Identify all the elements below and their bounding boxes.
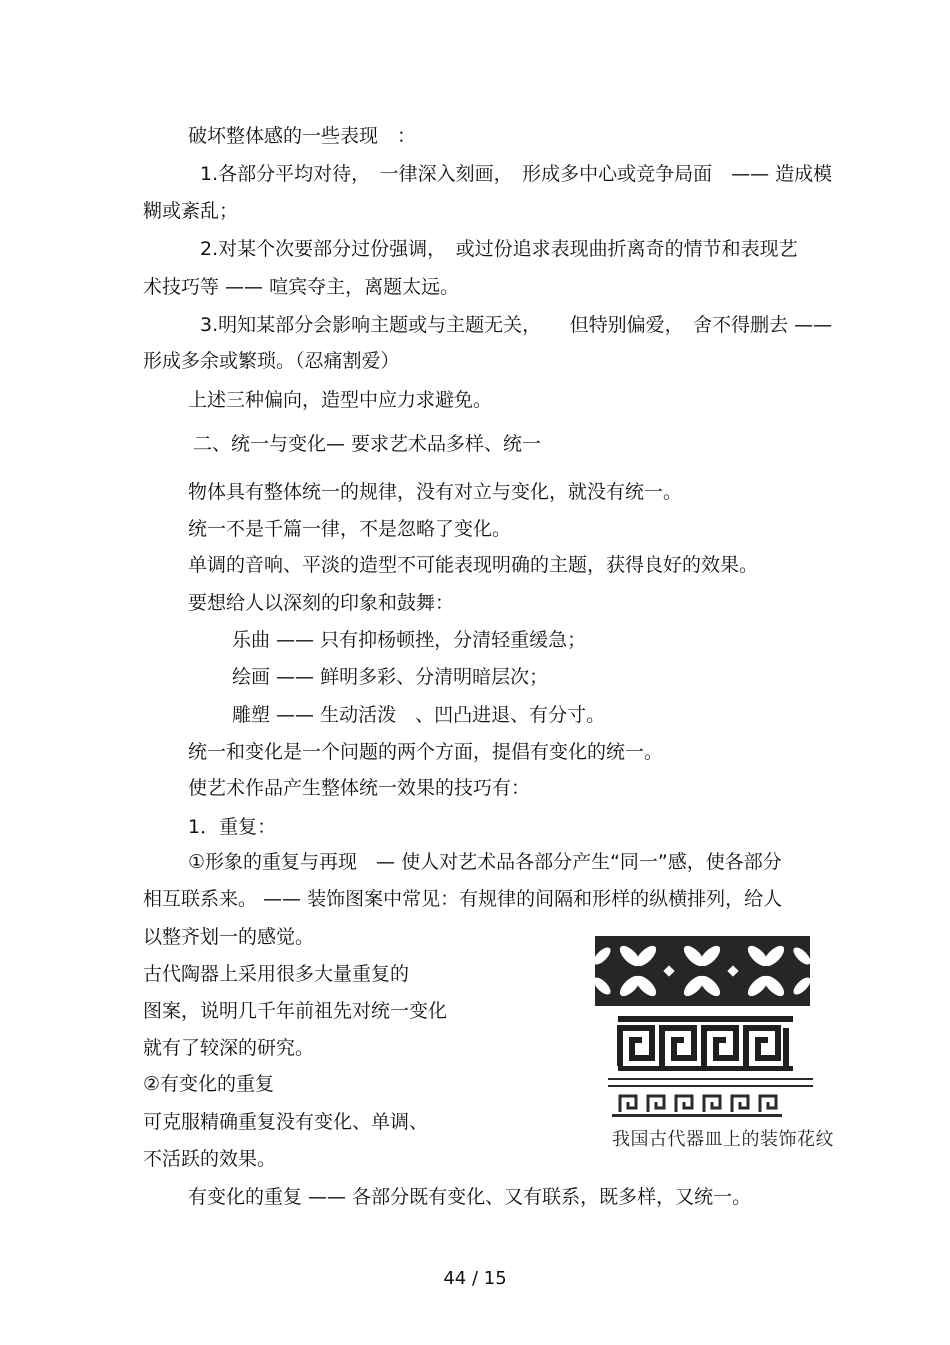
text-line: 可克服精确重复没有变化、单调、 (143, 1111, 429, 1133)
text-line: 3.明知某部分会影响主题或与主题无关， 但特别偏爱， 舍不得删去 —— (200, 314, 833, 336)
figure-caption: 我国古代器皿上的装饰花纹 (612, 1129, 834, 1150)
text-line: 统一和变化是一个问题的两个方面，提倡有变化的统一。 (188, 741, 664, 763)
text-line: 统一不是千篇一律，不是忽略了变化。 (188, 518, 512, 540)
text-line: 1.各部分平均对待， 一律深入刻画， 形成多中心或竞争局面 —— 造成模 (200, 163, 833, 185)
rosette-band (591, 936, 814, 1006)
meander-band (618, 1016, 793, 1071)
text-line: 要想给人以深刻的印象和鼓舞： (188, 592, 455, 614)
text-line: 图案，说明几千年前祖先对统一变化 (143, 1000, 448, 1022)
text-line: ②有变化的重复 (143, 1073, 275, 1095)
text-line: 相互联系来。 —— 装饰图案中常见：有规律的间隔和形样的纵横排列，给人 (143, 888, 783, 910)
text-line: 形成多余或繁琐。（忍痛割爱） (143, 350, 400, 372)
text-line: 有变化的重复 —— 各部分既有变化、又有联系，既多样，又统一。 (188, 1186, 752, 1208)
text-line: 古代陶器上采用很多大量重复的 (143, 963, 410, 985)
text-line: 以整齐划一的感觉。 (143, 926, 315, 948)
text-line: 糊或紊乱； (143, 200, 239, 222)
text-line: 就有了较深的研究。 (143, 1037, 315, 1059)
list-item: 绘画 —— 鲜明多彩、分清明暗层次； (232, 666, 549, 688)
text-line: ①形象的重复与再现 — 使人对艺术品各部分产生“同一”感，使各部分 (188, 851, 782, 873)
fine-meander-band (608, 1078, 813, 1117)
section-heading: 二、统一与变化— 要求艺术品多样、统一 (193, 433, 542, 455)
text-line: 使艺术作品产生整体统一效果的技巧有： (188, 777, 531, 799)
decorative-pattern-figure (590, 932, 825, 1154)
text-line: 物体具有整体统一的规律，没有对立与变化，就没有统一。 (188, 481, 683, 503)
text-line: 不活跃的效果。 (143, 1148, 277, 1170)
text-line: 上述三种偏向，造型中应力求避免。 (188, 389, 493, 411)
list-item: 乐曲 —— 只有抑杨顿挫，分清轻重缓急； (232, 629, 587, 651)
subheading: 1．重复： (188, 816, 277, 838)
list-item: 雕塑 —— 生动活泼 、凹凸进退、有分寸。 (232, 704, 606, 726)
text-line: 破坏整体感的一些表现 ： (188, 125, 417, 147)
text-line: 2.对某个次要部分过份强调， 或过份追求表现曲折离奇的情节和表现艺 (200, 238, 798, 260)
text-line: 术技巧等 —— 喧宾夺主，离题太远。 (143, 276, 460, 298)
page-number: 44 / 15 (443, 1268, 507, 1289)
text-line: 单调的音响、平淡的造型不可能表现明确的主题，获得良好的效果。 (188, 554, 759, 576)
